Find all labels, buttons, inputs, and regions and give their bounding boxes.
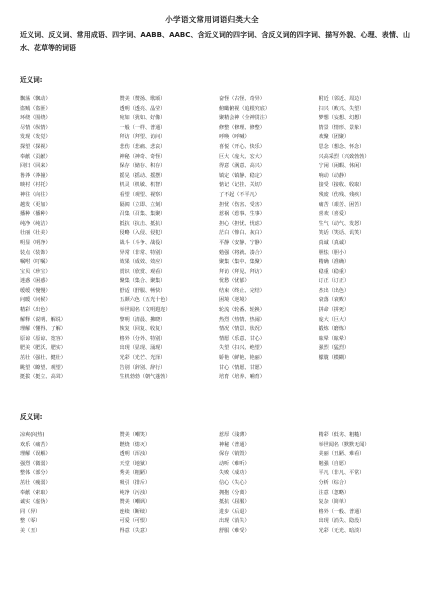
synonyms-entry: 盗贼（盗匪）	[20, 105, 51, 112]
synonyms-entry: 尽情（纵情）	[20, 124, 51, 131]
synonyms-entry: 眩晕（眩晕）	[318, 335, 350, 342]
synonyms-entry: 举世闻名（文明遐迩）	[119, 307, 171, 314]
antonyms-entry: 茁壮（瘦弱）	[20, 479, 51, 486]
synonyms-entry: 迷惑（困惑）	[20, 278, 51, 285]
synonyms-entry: 思念（想念、怀念）	[318, 143, 365, 150]
synonyms-entry: 培育（培养、哺育）	[219, 374, 265, 381]
page-subtitle: 近义词、反义词、常用成语、四字词、AABB、AABC、含近义词的四字词、含反义词的四字词、描写外貌、心理、表情、山水、花草等的词语	[20, 31, 410, 52]
synonyms-entry: 真诚（真诚）	[318, 239, 350, 246]
synonyms-entry: 明显（明净）	[20, 239, 51, 246]
synonyms-entry: 格外（分外、特别）	[119, 335, 166, 342]
synonyms-entry: 杰出（出色）	[318, 287, 350, 294]
synonyms-entry: 奋怪（古怪、奇异）	[219, 96, 265, 102]
synonyms-entry: 光彩（光芒、光泽）	[119, 355, 166, 362]
synonyms-entry: 勉强（将就、凑合）	[219, 249, 265, 256]
synonyms-entry: 镇定（镇静、稳定）	[219, 172, 265, 179]
antonyms-entry: 赞美（嘲笑）	[119, 432, 151, 438]
synonyms-entry: 生气（动气、发怒）	[318, 220, 365, 227]
synonyms-entry: 机灵（机敏、机智）	[119, 182, 166, 189]
antonyms-entry: 精彩（低劣、粗糙）	[318, 432, 365, 438]
synonyms-entry: 失望（扫兴、绝望）	[219, 345, 265, 352]
synonyms-entry: 越发（更加）	[20, 201, 51, 208]
synonyms-entry: 结束（终止、完结）	[219, 287, 265, 294]
synonyms-entry: 抵抗（抗击、抵抗）	[119, 220, 166, 227]
synonyms-entry: 得意（满意、高兴）	[219, 163, 265, 170]
antonyms-entry: 燃烧（熄灭）	[119, 441, 151, 448]
synonyms-entry: 透明（透亮、晶莹）	[119, 105, 166, 112]
synonyms-entry: 轮流（轮番、轮换）	[219, 307, 265, 314]
synonyms-entry: 宛如（犹如、好像）	[119, 115, 166, 122]
synonyms-entry: 赏识（欣赏、观看）	[119, 268, 166, 275]
synonyms-entry: 聚集（集合、聚集）	[119, 278, 166, 285]
synonyms-entry: 娇艳（鲜艳、艳丽）	[219, 355, 265, 362]
antonyms-entry: 勉强（自愿）	[318, 460, 350, 467]
antonyms-entry: 凉爽(闷热)	[20, 432, 45, 438]
synonyms-entry: 一般（一样、普通）	[119, 124, 166, 131]
synonyms-entry: 情愿（乐意、甘心）	[219, 335, 265, 342]
page-title: 小学语文常用词语归类大全	[165, 15, 259, 24]
antonyms-entry: 秀美（粗陋）	[119, 470, 151, 477]
synonyms-entry: 兴高采烈（兴致勃勃）	[318, 153, 370, 160]
antonyms-entry: 欢乐（痛苦）	[20, 441, 51, 448]
synonyms-entry: 附近（邻近、周边）	[318, 96, 365, 102]
synonyms-entry: 梦想（妄想、幻想）	[318, 115, 365, 122]
synonyms-entry: 拜访（拜望、访问）	[119, 134, 166, 141]
synonyms-entry: 惹祸（惹事、生事）	[219, 211, 265, 218]
synonyms-entry: 聚精会神（全神贯注）	[219, 115, 270, 122]
synonyms-entry: 甘心（情愿、甘愿）	[219, 364, 265, 371]
synonyms-entry	[319, 373, 415, 383]
synonyms-entry	[319, 364, 415, 374]
synonyms-entry: 热烈（热情、热闹）	[219, 316, 265, 323]
synonyms-entry: 接受（接收、收取）	[318, 182, 365, 189]
synonyms-entry: 飘荡（飘动）	[20, 96, 51, 102]
antonyms-entry: 整（零）	[20, 518, 41, 525]
synonyms-entry: 担心（担忧、忧虑）	[219, 220, 265, 227]
antonyms-entry: 注意（忽略）	[318, 489, 350, 496]
synonyms-entry: 缓缓（慢慢）	[20, 287, 51, 294]
synonyms-entry: 探望（探视）	[20, 143, 51, 150]
antonyms-entry: 透明（浑浊）	[119, 451, 151, 458]
antonyms-entry: 赞美（嘲讽）	[119, 499, 151, 506]
synonyms-entry: 摇晃（摇动、摇摆）	[119, 172, 166, 179]
antonyms-entry: 复杂（简单）	[318, 499, 350, 506]
synonyms-entry: 宝贝（珍宝）	[20, 268, 51, 275]
synonyms-entry: 神往（向往）	[20, 191, 51, 198]
antonyms-entry: 信心（失心）	[219, 479, 250, 486]
antonyms-entry: 保存（销毁）	[219, 451, 250, 458]
synonyms-entry: 稳重（稳重）	[318, 268, 350, 275]
synonyms-entry: 看望（观望、视察）	[119, 191, 166, 198]
synonyms-entry: 肥美（肥沃、肥实）	[20, 345, 66, 352]
antonyms-table	[20, 431, 414, 537]
synonyms-entry: 忧愁（忧郁）	[219, 278, 250, 285]
antonyms-entry: 奉献（索取）	[20, 489, 51, 496]
synonyms-entry: 告别（辞别、辞行）	[119, 364, 166, 371]
synonyms-entry: 原谅（原谅、宽容）	[20, 335, 66, 342]
synonyms-entry: 锻炼（磨炼）	[318, 326, 350, 333]
synonyms-entry: 惦记（记挂、关切）	[219, 182, 265, 189]
synonyms-entry: 情景（情形、景象）	[318, 124, 365, 131]
antonyms-entry: 出现（消失）	[219, 518, 250, 525]
synonyms-entry: 隔阂（立即、立刻）	[119, 201, 166, 208]
synonyms-entry: 发现（发觉）	[20, 134, 51, 141]
synonyms-entry: 困境（逆境）	[219, 297, 250, 304]
synonyms-entry: 胆怯（胆小）	[318, 249, 350, 256]
synonyms-entry: 强烈（猛烈）	[318, 345, 350, 352]
synonyms-entry: 装点（装饰）	[20, 249, 51, 256]
synonyms-entry: 纯净（纯洁）	[20, 220, 51, 227]
synonyms-entry: 响动（动静）	[318, 172, 350, 179]
antonyms-entry: 光彩（无光、暗淡）	[318, 527, 365, 534]
synonyms-entry: 异常（非常、特别）	[119, 249, 166, 256]
antonyms-entry: 理解（误解）	[20, 451, 51, 458]
synonyms-entry: 理解（懂得、了解）	[20, 326, 66, 333]
synonyms-entry: 壮丽（壮美）	[20, 230, 51, 237]
antonyms-entry: 得意（失意）	[119, 527, 151, 534]
synonyms-entry: 了不起（不平凡）	[219, 191, 260, 198]
antonyms-entry: 连续（断续）	[119, 508, 151, 515]
synonyms-entry: 喜欢（喜爱）	[318, 211, 350, 218]
synonyms-entry: 订正（订正）	[318, 278, 350, 285]
antonyms-entry: 进步（后退）	[219, 508, 250, 515]
antonyms-entry: 诚实（虚伪）	[20, 499, 51, 506]
synonyms-entry: 呼唤（呼喊）	[219, 134, 250, 141]
antonyms-entry: 强烈（微弱）	[20, 460, 51, 467]
synonyms-entry: 扫兴（败兴、失望）	[318, 105, 365, 112]
antonyms-heading: 反义词:	[20, 413, 43, 421]
synonyms-entry: 嘱咐（叮嘱）	[20, 259, 51, 266]
antonyms-entry: 舒服（难受）	[219, 527, 250, 534]
antonyms-entry: 平凡（非凡、平常）	[318, 470, 365, 477]
synonyms-entry: 庞大（巨大）	[318, 316, 350, 323]
antonyms-entry: 惹厚（浅薄）	[219, 432, 250, 438]
antonyms-entry: 美（丑）	[20, 527, 41, 534]
synonyms-entry: 生机勃勃（朝气蓬勃）	[119, 374, 171, 381]
synonyms-entry: 悲伤（悲痛、悲哀）	[119, 143, 166, 150]
synonyms-entry: 喜悦（开心、快乐）	[219, 143, 265, 150]
synonyms-entry: 修整（修理、修整）	[219, 124, 265, 131]
synonyms-entry: 映衬（衬托）	[20, 182, 51, 189]
antonyms-entry: 失败（成功）	[219, 470, 250, 477]
synonyms-entry: 战斗（斗争、战役）	[119, 239, 166, 246]
synonyms-entry: 拜访（拜见、拜访）	[219, 268, 265, 275]
antonyms-entry: 抵抗（屈服）	[219, 499, 250, 506]
synonyms-entry: 问暖（问候）	[20, 297, 51, 304]
synonyms-entry: 俯瞰俯视（追根究底）	[219, 105, 270, 112]
synonyms-entry: 回归（回来）	[20, 163, 51, 170]
synonyms-entry: 赞美（赞扬、歌颂）	[119, 96, 166, 102]
synonyms-entry: 环绕（围绕）	[20, 115, 51, 122]
synonyms-entry: 五颜六色（五光十色）	[119, 297, 171, 304]
antonyms-entry: 举世闻名（默默无闻）	[318, 441, 370, 448]
synonyms-entry: 担忧（伤害、受害）	[219, 201, 265, 208]
antonyms-entry: 拥抱（分离）	[219, 489, 250, 496]
synonyms-heading: 近义词:	[20, 76, 43, 84]
synonyms-table	[20, 95, 414, 383]
antonyms-entry: 吸引（排斥）	[119, 479, 151, 486]
synonyms-entry: 情况（情景、状况）	[219, 326, 265, 333]
synonyms-entry: 效果（成效、效应）	[119, 259, 166, 266]
synonyms-entry: 笑话（笑话、讥笑）	[318, 230, 365, 237]
synonyms-entry: 解释（说明、解说）	[20, 316, 66, 323]
synonyms-entry: 欢聚（团聚）	[318, 134, 350, 141]
synonyms-entry: 朦胧（模糊）	[318, 355, 350, 362]
antonyms-entry: 出现（消失、隐没）	[318, 518, 365, 525]
synonyms-entry: 舒适（舒服、畅快）	[119, 287, 166, 294]
synonyms-entry: 播种（播种）	[20, 211, 51, 218]
synonyms-entry: 精彩（出色）	[20, 307, 51, 314]
synonyms-entry: 神秘（神奇、奇怪）	[119, 153, 166, 160]
synonyms-entry: 痛苦（艰苦、困苦）	[318, 201, 365, 208]
synonyms-entry: 恢复（回复、收复）	[119, 326, 166, 333]
synonyms-entry: 眺望（瞭望、观望）	[20, 364, 66, 371]
synonyms-entry: 保存（储存、积存）	[119, 163, 166, 170]
synonyms-entry: 拼命（拼死）	[318, 307, 350, 314]
synonyms-entry: 鲁莽（莽撞）	[20, 172, 51, 179]
antonyms-entry: 同（异）	[20, 508, 41, 515]
synonyms-entry: 黎明（清晨、拂晓）	[119, 316, 166, 323]
antonyms-entry: 分析（综合）	[318, 479, 350, 486]
synonyms-entry: 茁壮（强壮、健壮）	[20, 355, 66, 362]
antonyms-entry: 神秘（普通）	[219, 441, 250, 448]
synonyms-entry: 奉献（贡献）	[20, 153, 51, 160]
antonyms-entry: 可爱（可恨）	[119, 518, 151, 525]
synonyms-entry: 召集（召集、集聚）	[119, 211, 166, 218]
antonyms-entry: 美丽（丑陋、难看）	[318, 451, 365, 458]
synonyms-entry: 侵略（入侵、侵犯）	[119, 230, 166, 237]
antonyms-entry: 天堂（地狱）	[119, 460, 151, 467]
antonyms-entry: 动听（难听）	[219, 460, 250, 467]
antonyms-entry: 纯净（污浊）	[119, 489, 151, 496]
synonyms-entry: 巨大（庞大、宏大）	[219, 153, 265, 160]
synonyms-entry: 衰落（衰败）	[318, 297, 350, 304]
synonyms-entry: 挺拔（挺立、高耸）	[20, 374, 66, 381]
antonyms-entry: 整体（部分）	[20, 470, 51, 477]
synonyms-entry: 精确（准确）	[318, 259, 350, 266]
synonyms-entry: 平静（安静、宁静）	[219, 239, 265, 246]
antonyms-entry: 格外（一般、普通）	[318, 508, 365, 515]
synonyms-entry: 残废（伤残、残疾）	[318, 191, 365, 198]
synonyms-entry: 宁闲（闲暇、休闲）	[318, 163, 365, 170]
synonyms-entry: 聚集（集中、集聚）	[219, 259, 265, 266]
synonyms-entry: 出现（显现、涌现）	[119, 345, 166, 352]
synonyms-entry: 茫白（惨白、灰白）	[219, 230, 265, 237]
